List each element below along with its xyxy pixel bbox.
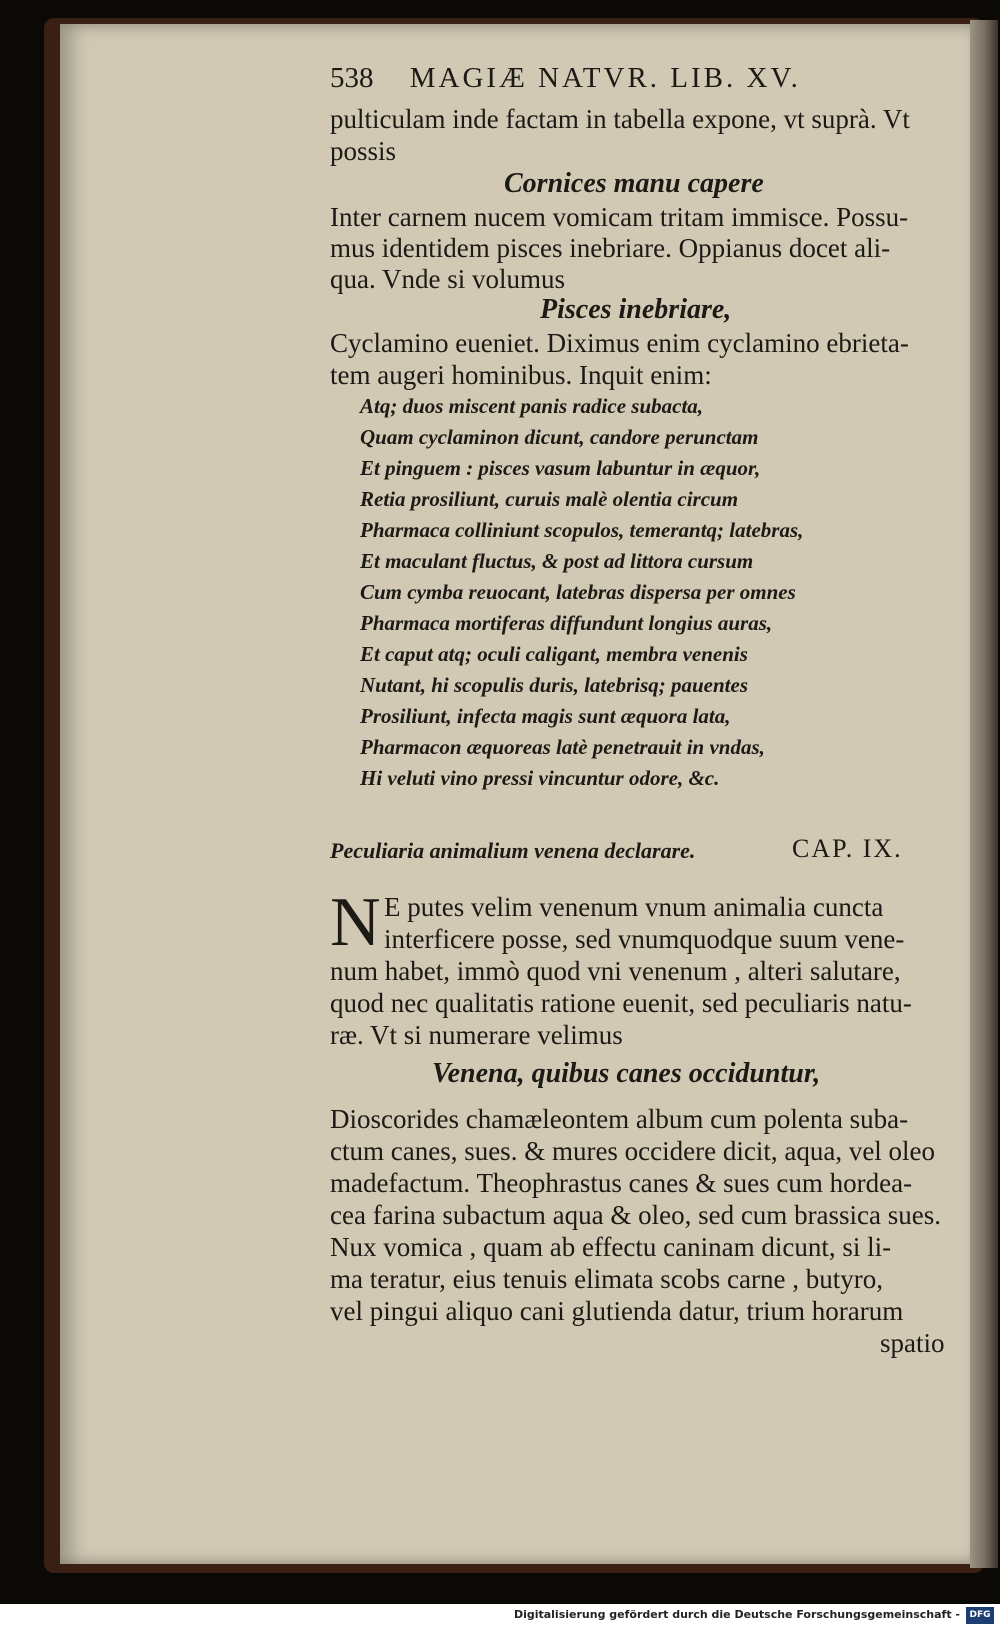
text-line: possis [330,136,397,166]
text-line: mus identidem pisces inebriare. Oppianus docet ali- [330,233,891,263]
verse-line: Hi veluti vino pressi vincuntur odore, &c. [360,766,720,790]
text-line: tem augeri hominibus. Inquit enim: [330,360,712,390]
verse-line: Et caput atq; oculi caligant, membra venenis [360,642,748,666]
section-heading: Cornices manu capere [504,168,764,199]
text-line: Nux vomica , quam ab effectu caninam dicunt, si li- [330,1232,892,1262]
verse-line: Nutant, hi scopulis duris, latebrisq; pauentes [360,673,748,697]
text-line: madefactum. Theophrastus canes & sues cum hordea- [330,1168,913,1198]
text-line: Dioscorides chamæleontem album cum polenta suba- [330,1104,909,1134]
section-heading: Pisces inebriare, [540,294,732,325]
chapter-title: Peculiaria animalium venena declarare. [330,838,696,863]
chapter-number: CAP. IX. [792,834,903,863]
page-edge [970,20,998,1568]
text-line: E putes velim venenum vnum animalia cuncta [384,892,884,922]
page-number: 538 [330,62,374,94]
text-line: num habet, immò quod vni venenum , alteri salutare, [330,956,901,986]
verse-line: Pharmaca mortiferas diffundunt longius auras, [360,611,773,635]
text-line: vel pingui aliquo cani glutienda datur, trium horarum [330,1296,904,1326]
text-line: qua. Vnde si volumus [330,264,565,294]
footer-credit: Digitalisierung gefördert durch die Deutsche Forschungsgemeinschaft - [513,1608,960,1621]
verse-line: Retia prosiliunt, curuis malè olentia circum [360,487,739,511]
text-line: pulticulam inde factam in tabella expone, vt suprà. Vt [330,104,910,134]
verse-line: Quam cyclaminon dicunt, candore perunctam [360,425,759,449]
verse-line: Pharmacon æquoreas latè penetrauit in vndas, [360,735,765,759]
verse-line: Atq; duos miscent panis radice subacta, [360,394,704,418]
dfg-logo: DFG [966,1607,994,1624]
text-line: ctum canes, sues. & mures occidere dicit, aqua, vel oleo [330,1136,936,1166]
verse-line: Pharmaca colliniunt scopulos, temerantq; latebras, [360,518,804,542]
section-heading: Venena, quibus canes occiduntur, [432,1058,821,1089]
text-line: interficere posse, sed vnumquodque suum vene- [384,924,905,954]
digitization-footer [0,1604,1000,1628]
text-line: Cyclamino eueniet. Diximus enim cyclamino ebrieta- [330,328,909,358]
running-header [330,62,801,95]
text-line: quod nec qualitatis ratione euenit, sed peculiaris natu- [330,988,912,1018]
text-line: ma teratur, eius tenuis elimata scobs carne , butyro, [330,1264,883,1294]
text-line: cea farina subactum aqua & oleo, sed cum brassica sues. [330,1200,942,1230]
catchword: spatio [880,1328,945,1358]
verse-line: Prosiliunt, infecta magis sunt æquora lata, [360,704,731,728]
verse-line: Et maculant fluctus, & post ad littora cursum [360,549,754,573]
text-line: Inter carnem nucem vomicam tritam immisce. Possu- [330,202,909,232]
drop-cap: N [330,884,381,961]
verse-line: Et pinguem : pisces vasum labuntur in æquor, [360,456,761,480]
text-line: ræ. Vt si numerare velimus [330,1020,623,1050]
running-title: MAGIÆ NATVR. LIB. XV. [409,62,801,94]
verse-line: Cum cymba reuocant, latebras dispersa per omnes [360,580,796,604]
